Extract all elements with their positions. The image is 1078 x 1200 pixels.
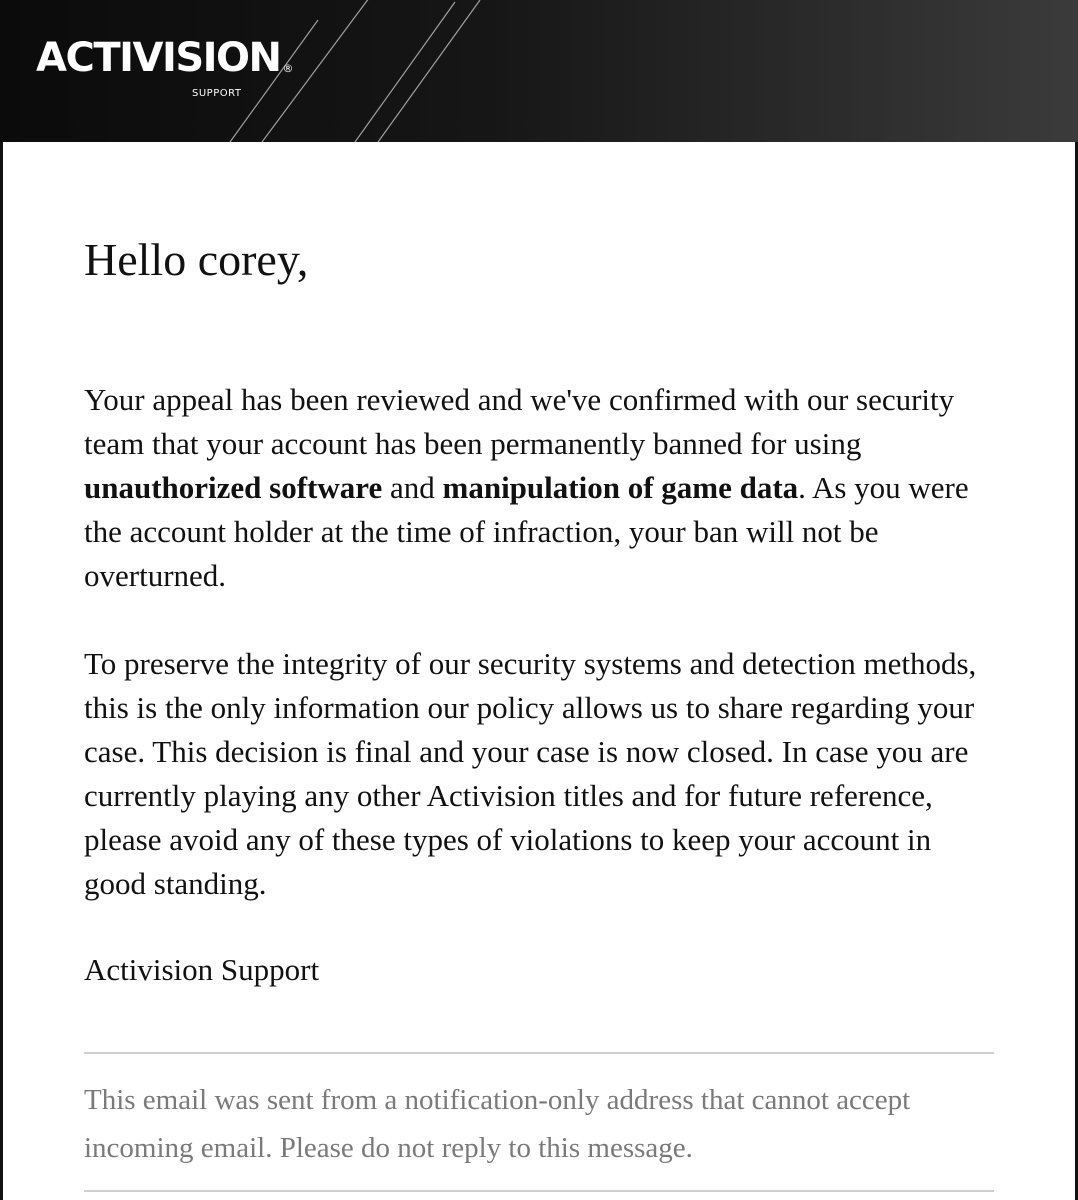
paragraph-text: Your appeal has been reviewed and we've confirmed with our security team that your account has been permanently banned for using — [84, 382, 955, 461]
registered-mark: ® — [282, 62, 294, 75]
footer-divider-top — [84, 1052, 994, 1054]
policy-paragraph: To preserve the integrity of our security systems and detection methods, this is the only information our policy allows us to share regarding your case. This decision is final and your case is now closed. In case you are currently playing any other Activision titles and for future reference, please avoid any of these types of violations to keep your account in good standing. — [84, 646, 977, 901]
footer-divider-bottom — [84, 1190, 994, 1192]
greeting: Hello corey, — [84, 234, 309, 285]
logo-wordmark: ACTIVISION — [36, 35, 281, 81]
email-header — [0, 0, 1078, 142]
notification-only-notice: This email was sent from a notification-only address that cannot accept incoming email. Please do not reply to this message. — [84, 1084, 911, 1164]
ban-confirmation-paragraph — [84, 378, 994, 598]
logo-support-label: SUPPORT — [192, 88, 242, 99]
activision-logo — [36, 35, 294, 81]
signoff: Activision Support — [84, 952, 320, 987]
violation-unauthorized-software: unauthorized software — [84, 470, 383, 505]
paragraph-text: and — [382, 470, 443, 505]
violation-game-data-manipulation: manipulation of game data — [442, 470, 799, 505]
paragraph-text: . As you were the account holder at the time of infraction, your ban will not be overturned. — [84, 470, 969, 593]
frame-left-border — [0, 142, 3, 1200]
